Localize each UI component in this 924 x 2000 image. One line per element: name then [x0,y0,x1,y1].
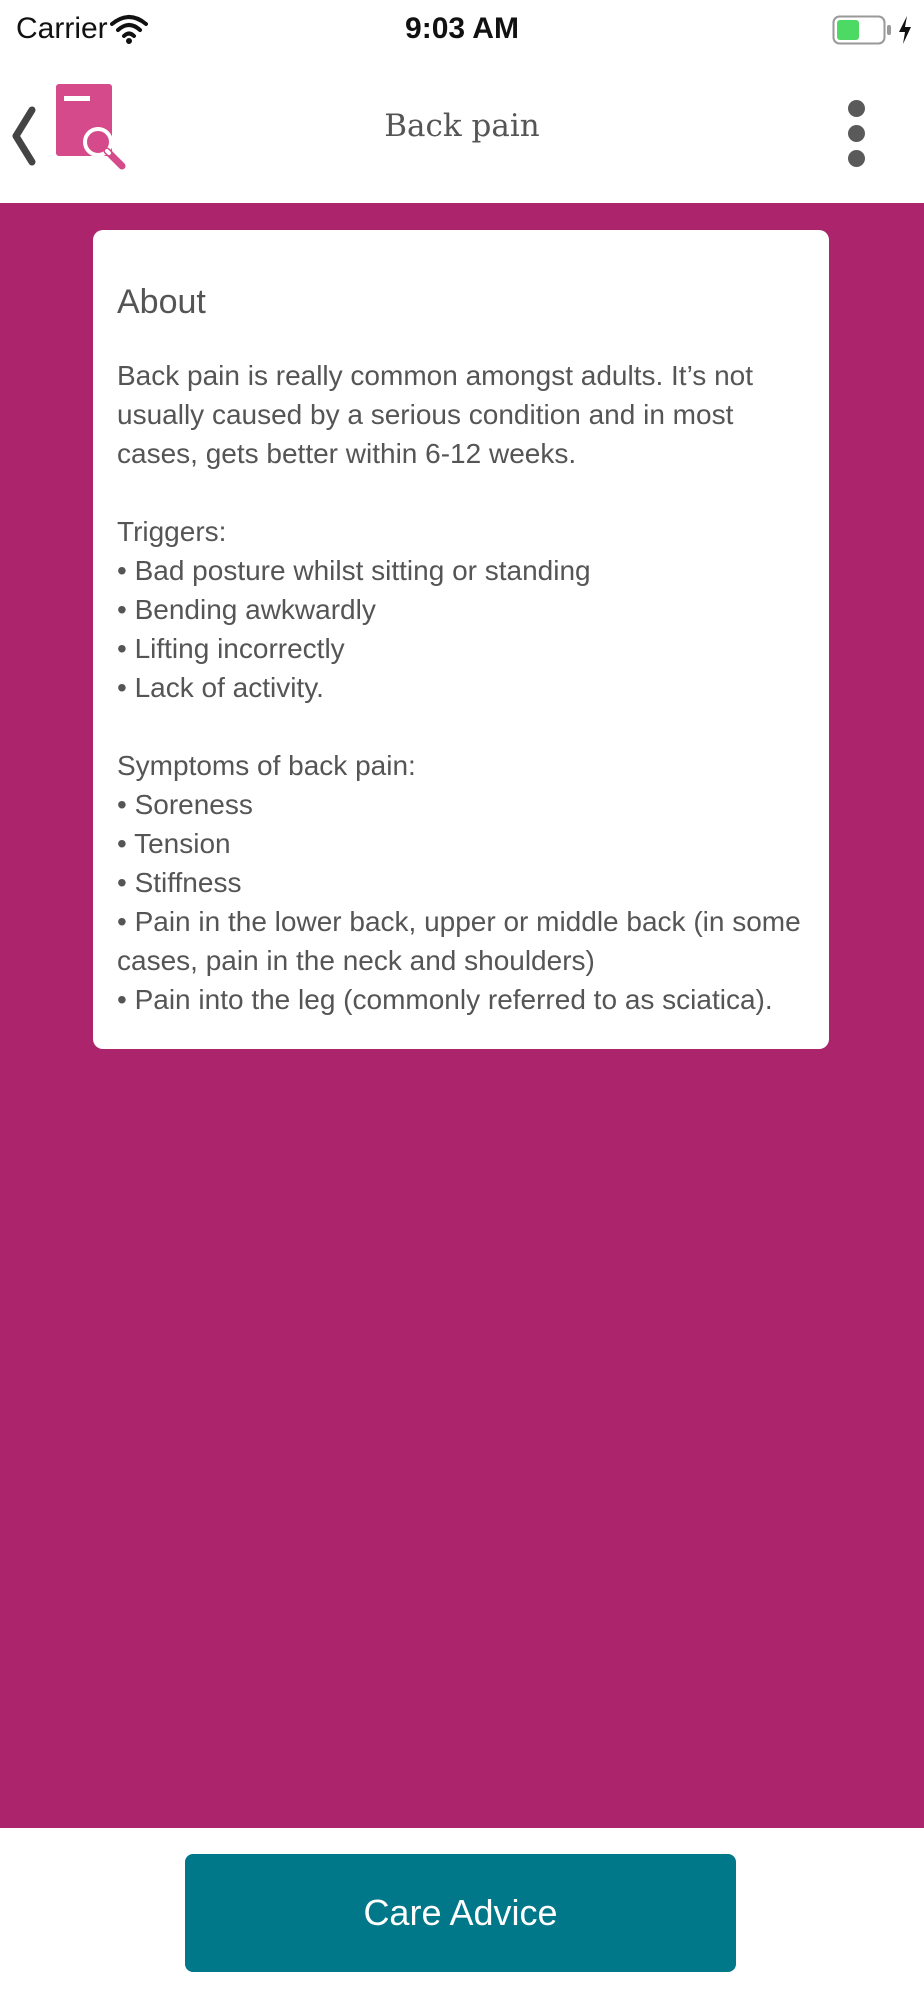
clock: 9:03 AM [405,12,519,45]
status-bar [0,0,924,60]
carrier-label: Carrier [16,12,108,45]
nav-bar [0,60,924,203]
page-title: Back pain [384,108,540,144]
care-advice-button[interactable]: Care Advice [185,1854,736,1972]
more-vertical-icon [848,100,865,117]
about-body-text: Back pain is really common amongst adults. It’s not usually caused by a serious condition and in most cases, gets better within 6-12 weeks. Triggers: • Bad posture whilst sitting or standing • Bending awkwardly • Lifting incorrectly • Lack of activity. Symptoms of back pain: • Soreness • Tension • Stiffness • Pain in the lower back, upper or middle back (in some cases, pain in the neck and shoulders) • Pain into the leg (commonly referred to as sciatica). [117,360,801,1015]
content-area [0,203,924,1828]
about-card [93,230,829,1049]
more-options-button[interactable] [836,94,876,174]
more-vertical-icon [848,125,865,142]
about-heading: About [117,283,206,321]
charging-icon [896,14,914,46]
more-vertical-icon [848,150,865,167]
battery-icon [832,14,892,46]
bottom-bar [0,1828,924,2000]
